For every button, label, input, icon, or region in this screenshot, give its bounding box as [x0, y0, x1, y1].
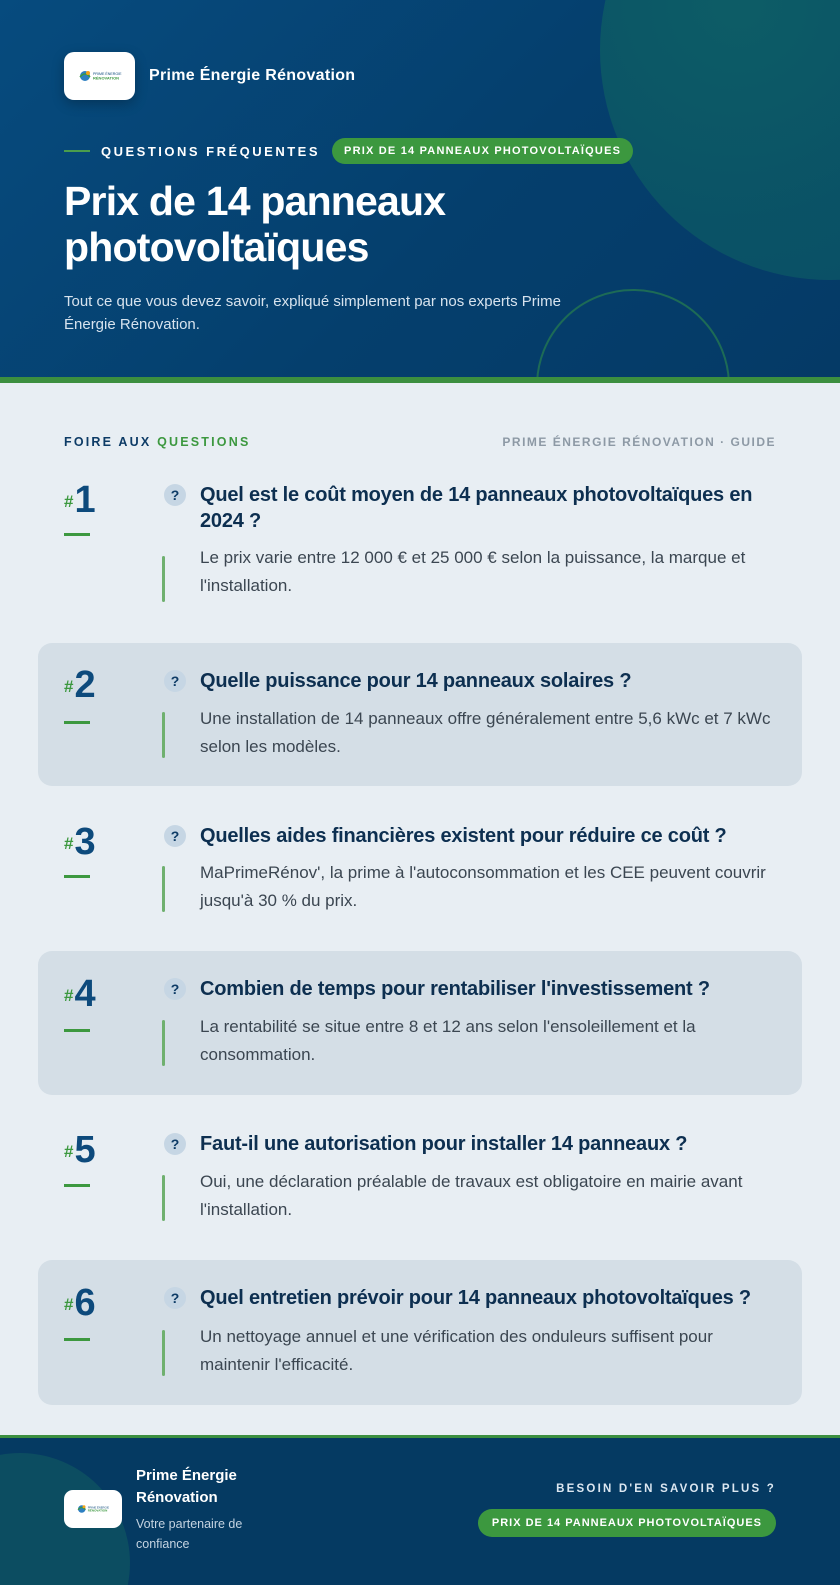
footer-cta-pill[interactable]: PRIX DE 14 PANNEAUX PHOTOVOLTAÏQUES — [478, 1509, 776, 1537]
svg-text:RÉNOVATION: RÉNOVATION — [87, 1508, 108, 1513]
brand-logo[interactable] — [64, 52, 135, 100]
number-underline — [64, 533, 90, 536]
faq-number: #2 — [64, 664, 96, 706]
faq-answer: Le prix varie entre 12 000 € et 25 000 € selon la puissance, la marque et l'installation. — [200, 548, 746, 595]
question-icon: ? — [164, 670, 186, 692]
question-icon: ? — [164, 1287, 186, 1309]
number-underline — [64, 1029, 90, 1032]
footer-brand-name: Prime Énergie Rénovation — [136, 1467, 237, 1506]
faq-answer: Une installation de 14 panneaux offre généralement entre 5,6 kWc et 7 kWc selon les modèles. — [200, 709, 771, 756]
faq-item-4[interactable] — [38, 951, 802, 1095]
faq-question: Faut-il une autorisation pour installer 14 panneaux ? — [200, 1133, 688, 1155]
topic-pill[interactable]: PRIX DE 14 PANNEAUX PHOTOVOLTAÏQUES — [332, 138, 633, 164]
faq-item-3[interactable] — [38, 800, 802, 943]
eyebrow-row — [64, 138, 633, 164]
faq-answer: MaPrimeRénov', la prime à l'autoconsommation et les CEE peuvent couvrir jusqu'à 30 % du prix. — [200, 863, 766, 910]
faq-question: Combien de temps pour rentabiliser l'investissement ? — [200, 978, 710, 1000]
brand-row — [64, 52, 355, 100]
eyebrow-divider — [64, 150, 90, 152]
page-footer — [0, 1435, 840, 1585]
svg-text:PRIME ÉNERGIE: PRIME ÉNERGIE — [92, 72, 122, 76]
page-title: Prix de 14 panneaux photovoltaïques — [64, 178, 446, 270]
faq-question: Quel est le coût moyen de 14 panneaux photovoltaïques en 2024 ? — [200, 484, 753, 532]
faq-question: Quelle puissance pour 14 panneaux solaires ? — [200, 670, 632, 692]
faq-answer: La rentabilité se situe entre 8 et 12 ans selon l'ensoleillement et la consommation. — [200, 1017, 696, 1064]
faq-header — [64, 435, 776, 449]
faq-answer: Un nettoyage annuel et une vérification des onduleurs suffisent pour maintenir l'efficacité. — [200, 1327, 713, 1374]
faq-item-2[interactable] — [38, 643, 802, 786]
answer-accent-bar — [162, 556, 165, 602]
number-underline — [64, 1184, 90, 1187]
logo-icon — [75, 1503, 111, 1515]
faq-item-1[interactable] — [38, 470, 802, 628]
hero-header — [0, 0, 840, 383]
question-icon: ? — [164, 978, 186, 1000]
faq-number: #5 — [64, 1129, 96, 1171]
footer-accent-bar — [0, 1435, 840, 1438]
footer-cta-label: BESOIN D'EN SAVOIR PLUS ? — [556, 1483, 776, 1495]
faq-number: #6 — [64, 1282, 96, 1324]
answer-accent-bar — [162, 1330, 165, 1376]
footer-tagline: Votre partenaire de confiance — [136, 1517, 243, 1551]
decorative-circle — [600, 0, 840, 280]
question-icon: ? — [164, 825, 186, 847]
brand-name: Prime Énergie Rénovation — [149, 67, 356, 84]
svg-text:PRIME ÉNERGIE: PRIME ÉNERGIE — [87, 1506, 110, 1510]
faq-question: Quel entretien prévoir pour 14 panneaux photovoltaïques ? — [200, 1287, 751, 1309]
svg-text:RÉNOVATION: RÉNOVATION — [92, 75, 119, 81]
hero-accent-bar — [0, 377, 840, 383]
answer-accent-bar — [162, 866, 165, 912]
faq-number: #1 — [64, 479, 96, 521]
answer-accent-bar — [162, 1175, 165, 1221]
faq-label: FOIRE AUX QUESTIONS — [64, 435, 251, 449]
answer-accent-bar — [162, 712, 165, 758]
faq-answer: Oui, une déclaration préalable de travaux est obligatoire en mairie avant l'installation. — [200, 1172, 743, 1219]
question-icon: ? — [164, 484, 186, 506]
question-icon: ? — [164, 1133, 186, 1155]
faq-guide-label: PRIME ÉNERGIE RÉNOVATION · GUIDE — [502, 435, 776, 449]
number-underline — [64, 875, 90, 878]
logo-icon — [78, 68, 122, 84]
faq-question: Quelles aides financières existent pour réduire ce coût ? — [200, 825, 727, 847]
eyebrow-text: QUESTIONS FRÉQUENTES — [101, 143, 321, 159]
number-underline — [64, 1338, 90, 1341]
page-subtitle: Tout ce que vous devez savoir, expliqué simplement par nos experts Prime Énergie Rénovation. — [64, 293, 561, 333]
number-underline — [64, 721, 90, 724]
faq-item-5[interactable] — [38, 1110, 802, 1250]
faq-number: #4 — [64, 973, 96, 1015]
answer-accent-bar — [162, 1020, 165, 1066]
faq-number: #3 — [64, 821, 96, 863]
faq-item-6[interactable] — [38, 1260, 802, 1405]
footer-logo[interactable] — [64, 1490, 122, 1528]
